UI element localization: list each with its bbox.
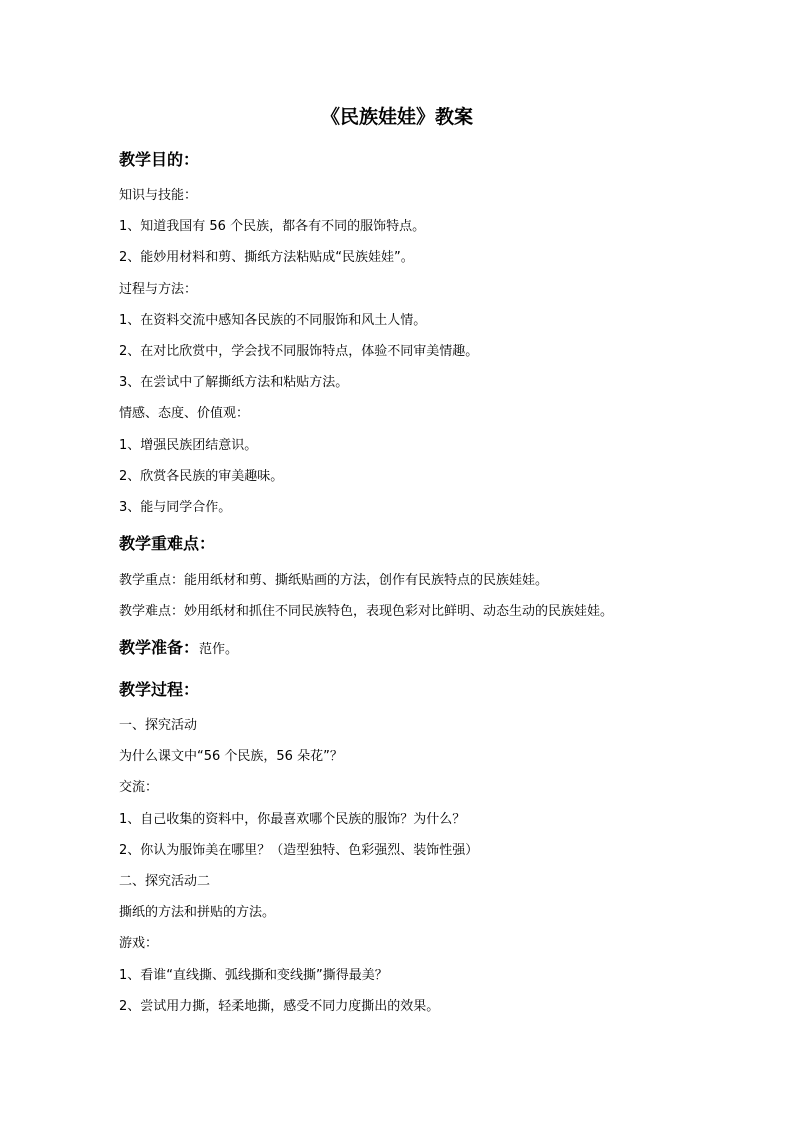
emotion-label: 情感、态度、价值观： <box>119 406 250 421</box>
preparation-heading: 教学准备： <box>119 638 200 657</box>
process-item-3: 3、在尝试中了解撕纸方法和粘贴方法。 <box>119 375 349 390</box>
teaching-focus: 教学重点：能用纸材和剪、撕纸贴画的方法，创作有民族特点的民族娃娃。 <box>119 573 549 588</box>
emotion-item-2: 2、欣赏各民族的审美趣味。 <box>119 469 284 484</box>
knowledge-item-1: 1、知道我国有 56 个民族，都各有不同的服饰特点。 <box>119 219 426 234</box>
key-points-heading: 教学重难点： <box>119 534 216 553</box>
objectives-heading: 教学目的： <box>119 150 200 169</box>
procedure-line: 游戏： <box>119 936 159 951</box>
process-item-1: 1、在资料交流中感知各民族的不同服饰和风土人情。 <box>119 313 427 328</box>
procedure-line: 一、探究活动 <box>119 718 198 733</box>
process-item-2: 2、在对比欣赏中，学会找不同服饰特点，体验不同审美情趣。 <box>119 344 479 359</box>
emotion-item-3: 3、能与同学合作。 <box>119 500 232 515</box>
teaching-difficulty: 教学难点：妙用纸材和抓住不同民族特色，表现色彩对比鲜明、动态生动的民族娃娃。 <box>119 604 614 619</box>
preparation-content: 范作。 <box>199 642 239 657</box>
document-title: 《民族娃娃》教案 <box>320 106 473 128</box>
knowledge-item-2: 2、能妙用材料和剪、撕纸方法粘贴成“民族娃娃”。 <box>119 250 414 265</box>
process-label: 过程与方法： <box>119 282 198 297</box>
procedure-line: 2、尝试用力撕，轻柔地撕，感受不同力度撕出的效果。 <box>119 999 440 1014</box>
procedure-line: 2、你认为服饰美在哪里？（造型独特、色彩强烈、装饰性强） <box>119 843 479 858</box>
procedure-line: 1、看谁“直线撕、弧线撕和变线撕”撕得最美？ <box>119 968 388 983</box>
procedure-line: 交流： <box>119 780 159 795</box>
preparation-line <box>119 637 238 661</box>
knowledge-label: 知识与技能： <box>119 188 198 203</box>
procedure-line: 为什么课文中“56 个民族，56 朵花”？ <box>119 749 343 764</box>
procedure-heading: 教学过程： <box>119 680 200 699</box>
procedure-line: 1、自己收集的资料中，你最喜欢哪个民族的服饰？为什么？ <box>119 812 466 827</box>
procedure-line: 二、探究活动二 <box>119 874 211 889</box>
emotion-item-1: 1、增强民族团结意识。 <box>119 438 258 453</box>
procedure-line: 撕纸的方法和拼贴的方法。 <box>119 905 276 920</box>
